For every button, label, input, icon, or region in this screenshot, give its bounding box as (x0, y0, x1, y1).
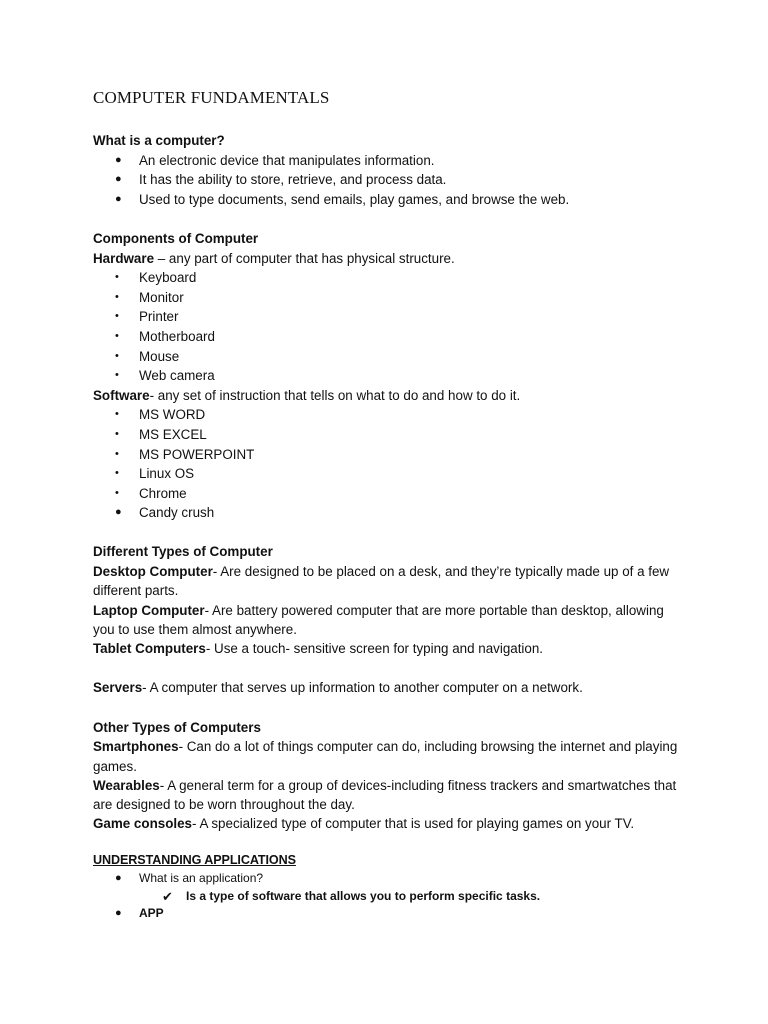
list-item: • MS EXCEL (93, 425, 693, 445)
section-heading-applications: UNDERSTANDING APPLICATIONS (93, 853, 296, 867)
bullet-icon: ● (115, 506, 122, 519)
tablet-definition: Tablet Computers- Use a touch- sensitive screen for typing and navigation. (93, 641, 544, 657)
what-is-list (93, 151, 693, 210)
laptop-definition: Laptop Computer- Are battery powered computer that are more portable than desktop, allowing you to use them almost anywhere. (93, 602, 664, 637)
document-title: COMPUTER FUNDAMENTALS (93, 88, 330, 107)
bullet-icon: • (115, 408, 119, 421)
bullet-icon: • (115, 427, 119, 440)
smartphones-definition: Smartphones- Can do a lot of things computer can do, including browsing the internet and playing games. (93, 739, 678, 774)
section-heading-components: Components of Computer (93, 230, 259, 246)
servers-definition: Servers- A computer that serves up information to another computer on a network. (93, 680, 583, 696)
list-item: ● Candy crush (93, 503, 693, 523)
list-item: • MS WORD (93, 405, 693, 425)
check-icon: ✔ (162, 888, 173, 904)
section-heading-what-is: What is a computer? (93, 133, 225, 148)
software-list (93, 405, 693, 523)
bullet-icon: • (115, 486, 119, 499)
list-item: • Printer (93, 307, 693, 327)
list-item: • Motherboard (93, 327, 693, 347)
bullet-icon: • (115, 349, 119, 362)
software-definition: Software- any set of instruction that tells on what to do and how to do it. (93, 387, 521, 403)
applications-list (93, 870, 693, 888)
bullet-icon: ● (115, 907, 122, 919)
list-item: • Mouse (93, 347, 693, 367)
bullet-icon: • (115, 290, 119, 303)
bullet-icon: • (115, 310, 119, 323)
app-list (93, 905, 693, 923)
wearables-definition: Wearables- A general term for a group of devices-including fitness trackers and smartwatches that are designed to be worn throughout the day. (93, 777, 677, 813)
list-item: ● APP (93, 905, 693, 923)
section-heading-types: Different Types of Computer (93, 544, 273, 560)
bullet-icon: ● (115, 173, 122, 186)
bullet-icon: ● (115, 153, 122, 166)
bullet-icon: ● (115, 872, 122, 884)
bullet-icon: • (115, 467, 119, 480)
bullet-icon: ● (115, 192, 122, 205)
bullet-icon: • (115, 369, 119, 382)
bullet-icon: • (115, 271, 119, 284)
list-item: • Web camera (93, 366, 693, 386)
list-item: ● Used to type documents, send emails, play games, and browse the web. (93, 190, 693, 210)
bullet-icon: • (115, 447, 119, 460)
list-item: ● It has the ability to store, retrieve, and process data. (93, 170, 693, 190)
list-item: • Keyboard (93, 268, 693, 288)
hardware-list (93, 268, 693, 386)
consoles-definition: Game consoles- A specialized type of computer that is used for playing games on your TV. (93, 816, 635, 832)
document-page (93, 86, 693, 923)
list-item: • Linux OS (93, 464, 693, 484)
desktop-definition: Desktop Computer- Are designed to be placed on a desk, and they’re typically made up of a few different parts. (93, 564, 670, 599)
application-answer: ✔ Is a type of software that allows you to perform specific tasks. (162, 888, 541, 904)
list-item: ● What is an application? (93, 870, 693, 888)
list-item: • MS POWERPOINT (93, 445, 693, 465)
list-item: • Monitor (93, 288, 693, 308)
list-item: • Chrome (93, 484, 693, 504)
hardware-definition: Hardware – any part of computer that has physical structure. (93, 250, 455, 266)
bullet-icon: • (115, 329, 119, 342)
section-heading-other-types: Other Types of Computers (93, 719, 261, 735)
list-item: ● An electronic device that manipulates information. (93, 151, 693, 171)
